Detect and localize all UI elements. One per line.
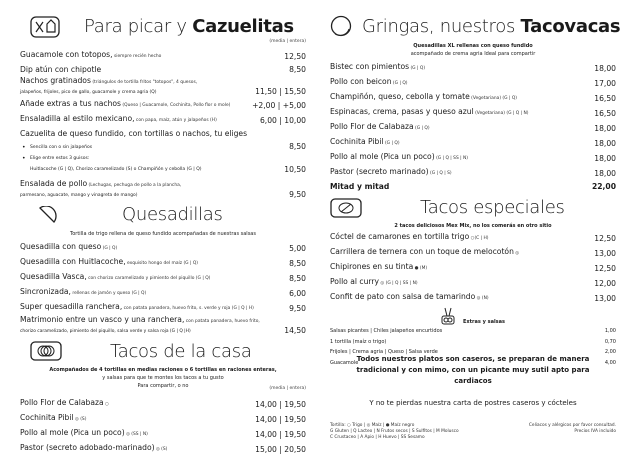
section-subtitle-2: y salsas para que te montes los tacos a tu gusto	[102, 375, 224, 381]
item-name: Chipirones en su tinta	[330, 262, 414, 271]
item-name: Quesadilla Vasca,	[20, 272, 87, 281]
item-name: Ensaladilla al estilo mexicano,	[20, 114, 135, 123]
item-description: con chorizo caramelizado y pimiento del piquillo (G | Q)	[86, 276, 211, 281]
menu-item	[330, 326, 616, 337]
menu-item	[330, 180, 616, 193]
item-name-block	[330, 165, 590, 180]
item-name: Pollo con beicon	[330, 77, 392, 86]
item-price: 8,50	[289, 142, 306, 151]
item-price: 10,50	[284, 165, 306, 174]
item-name-block	[330, 337, 601, 348]
menu-item	[20, 127, 306, 140]
item-name-block	[20, 127, 302, 140]
item-description: (Vegetariana) (G | Q | N)	[473, 111, 529, 116]
media-entera-label: (media | entera)	[269, 386, 306, 391]
item-description: (triángulos de tortilla fritos "totopos", 4 quesos,	[90, 80, 198, 85]
left-column	[20, 0, 306, 456]
item-description: (Vegetariana) (G | Q)	[469, 96, 517, 101]
item-price: 5,00	[289, 244, 306, 253]
bottom-notes	[326, 354, 620, 441]
item-description: (G | Q)	[101, 246, 118, 251]
option-label: Sencilla con o sin jalapeños	[30, 145, 93, 150]
item-name: Nachos gratinados	[20, 76, 91, 85]
menu-item	[330, 90, 616, 105]
section-header-gringas	[330, 14, 621, 42]
item-name-block	[20, 285, 285, 300]
item-name: Quesadilla con Huitlacoche,	[20, 257, 126, 266]
disclaimer	[529, 423, 616, 441]
item-price: +2,00 | +5,00	[252, 101, 306, 110]
item-description: (G | Q)	[413, 126, 430, 131]
extras-title: Extras y salsas	[463, 319, 505, 325]
allergen-legend	[330, 423, 459, 441]
menu-item	[330, 337, 616, 348]
menu-item	[330, 230, 616, 245]
item-description-line2: jalapeños, frijoles, pico de gallo, guacamole y crema agria (Q)	[20, 90, 157, 95]
item-name-block	[330, 120, 590, 135]
item-description: con papa, maíz, atún y jalapeños (H)	[134, 118, 217, 123]
item-price: 1,00	[604, 328, 616, 334]
nachos-icon	[30, 16, 60, 38]
item-description: ◎ (S)	[73, 417, 87, 422]
item-description: siempre recién hecho	[112, 54, 162, 59]
item-price: 6,00	[289, 289, 306, 298]
tacos-casa-list	[20, 396, 306, 456]
extras-header	[330, 307, 616, 325]
section-title: Tacos de la casa	[110, 341, 252, 362]
para-picar-list-2	[20, 179, 306, 200]
item-description: ○	[103, 402, 109, 407]
item-name-block	[20, 179, 285, 200]
item-name-block	[330, 326, 601, 337]
menu-item	[20, 48, 306, 63]
item-description: ○(C | H)	[469, 236, 489, 241]
item-price: 12,50	[594, 264, 616, 273]
item-description: ◎ (S)	[154, 447, 168, 452]
menu-item	[20, 285, 306, 300]
item-name: Carrillera de ternera con un toque de melocotón	[330, 247, 514, 256]
item-name-block	[20, 63, 285, 76]
option-text	[20, 142, 92, 153]
item-name: Pollo Flor de Calabaza	[330, 122, 414, 131]
item-name-block	[330, 90, 590, 105]
section-subtitle: Acompañados de 4 tortillas en medias raciones o 6 tortillas en raciones enteras,	[49, 367, 277, 373]
item-name-block	[330, 150, 590, 165]
item-name-block	[330, 245, 590, 260]
item-price: 8,50	[289, 274, 306, 283]
legend-line: C Crustaceo | A Apio | H Huevo | SS Sesamo	[330, 435, 425, 440]
menu-item	[20, 255, 306, 270]
item-price: 0,70	[604, 338, 616, 345]
item-name: Añade extras a tus nachos	[20, 99, 122, 108]
item-description: con patata panadera, huevo frito, s. verde y roja (G | Q | H)	[122, 306, 254, 311]
item-name: 1 tortilla (maíz o trigo)	[330, 338, 387, 345]
gringas-list	[330, 60, 616, 193]
tacos-especiales-icon	[330, 198, 362, 218]
item-price: 17,00	[594, 79, 616, 88]
gringa-icon	[330, 15, 352, 37]
section-title: Quesadillas	[122, 204, 223, 225]
item-name-block	[20, 426, 251, 441]
item-name-block	[330, 275, 590, 290]
menu-item	[330, 275, 616, 290]
item-name: Mitad y mitad	[330, 182, 390, 191]
bullet-option	[20, 153, 306, 175]
footer-legend	[326, 423, 620, 441]
item-name: Bistec con pimientos	[330, 62, 410, 71]
item-price: 18,00	[594, 169, 616, 178]
menu-item	[20, 240, 306, 255]
item-price: 9,50	[289, 190, 306, 199]
item-name: Pollo Flor de Calabaza	[20, 398, 104, 407]
item-name: Cochinita Pibil	[330, 137, 384, 146]
item-name: Guacamole con totopos,	[20, 50, 113, 59]
item-name: Sincronizada,	[20, 287, 71, 296]
title-bold-part: Cazuelitas	[192, 16, 294, 37]
item-description: ◎	[513, 251, 520, 256]
menu-item	[20, 396, 306, 411]
item-name: Matrimonio entre un vasco y una ranchera,	[20, 315, 185, 324]
item-description: (Queso | Guacamole, Cochinita, Pollo flor o mole)	[121, 103, 231, 108]
item-name-block	[20, 255, 285, 270]
right-column	[330, 0, 621, 368]
menu-item	[20, 63, 306, 76]
item-name-block	[330, 230, 590, 245]
item-name: Ensalada de pollo	[20, 179, 88, 188]
disclaimer-line: Precios IVA incluido	[574, 429, 616, 434]
section-subtitle: 2 tacos deliciosos Mex Mix, no los comerás en otro sitio	[394, 223, 552, 229]
section-header-quesadillas	[20, 200, 306, 230]
menu-item	[20, 411, 306, 426]
item-name-block	[20, 396, 251, 411]
item-price: 14,00 | 19,50	[255, 430, 306, 439]
item-name-block	[20, 315, 280, 336]
media-entera-label: (media | entera)	[269, 39, 306, 44]
menu-item	[330, 150, 616, 165]
menu-item	[20, 426, 306, 441]
item-name-block	[330, 105, 590, 120]
item-name: Salsas picantes | Chiles jalapeños encurtidos	[330, 328, 443, 334]
item-description: (G | Q)	[391, 81, 408, 86]
menu-item	[20, 97, 306, 112]
item-description: ● (M)	[413, 266, 428, 271]
desserts-note: Y no te pierdas nuestra carta de postres caseros y cócteles	[369, 399, 577, 407]
option-label: Elige entre estos 3 guisos:	[30, 156, 90, 161]
section-header-tacos-casa	[20, 338, 306, 366]
item-description: (G | Q | SS | N)	[434, 156, 469, 161]
item-price: 8,50	[289, 65, 306, 74]
item-name-block	[20, 97, 248, 112]
item-price: 18,00	[594, 124, 616, 133]
item-description: ◎ (SS | N)	[124, 432, 148, 437]
item-price: 14,50	[284, 326, 306, 335]
homemade-note: Todos nuestros platos son caseros, se preparan de manera tradicional y con mimo, con un picante muy sutil apto para cardiacos	[356, 355, 590, 385]
section-subtitle: Quesadillas XL rellenas con queso fundido	[413, 43, 533, 49]
item-price: 12,50	[284, 52, 306, 61]
item-name-block	[20, 48, 280, 63]
item-name-block	[330, 135, 590, 150]
item-name-block	[20, 411, 251, 426]
menu-item	[330, 245, 616, 260]
section-subtitle-2: acompañado de crema agria Ideal para compartir	[410, 51, 536, 57]
item-name-block	[20, 112, 256, 127]
menu-item	[330, 290, 616, 305]
disclaimer-line: Celiacos y alérgicos por favor consultad.	[528, 423, 616, 428]
item-price: 16,50	[594, 109, 616, 118]
section-header-tacos-especiales	[330, 196, 616, 222]
item-name: Pastor (secreto adobado-marinado)	[20, 443, 155, 452]
title-bold-part: Tacovacas	[520, 16, 621, 37]
menu-item	[20, 112, 306, 127]
section-title: Tacos especiales	[420, 197, 565, 218]
menu-item	[330, 105, 616, 120]
item-price: 11,50 | 15,50	[255, 87, 306, 96]
item-name-block	[330, 75, 590, 90]
item-name: Pollo al curry	[330, 277, 380, 286]
subtitle-row	[20, 382, 306, 390]
item-name: Cazuelita de queso fundido, con tortillas o nachos, tu eliges	[20, 129, 248, 138]
item-description: (Lechugas, pechuga de pollo a la plancha,	[87, 183, 182, 188]
item-price: 18,00	[594, 64, 616, 73]
item-name: Pollo al mole (Pica un poco)	[20, 428, 125, 437]
tacos-icon	[30, 341, 62, 361]
section-subtitle: Tortilla de trigo rellena de queso fundido acompañadas de nuestras salsas	[70, 231, 256, 237]
item-name-block	[330, 180, 588, 193]
menu-item	[20, 441, 306, 456]
item-price: 22,00	[591, 182, 616, 191]
item-name: Pastor (secreto marinado)	[330, 167, 429, 176]
item-price: 9,50	[289, 304, 306, 313]
menu-item	[330, 260, 616, 275]
legend-line: G Gluten | Q Lacteo | N Frutos secos | S Sulfitos | M Molusco	[330, 429, 459, 434]
cazuelita-options	[20, 140, 306, 175]
item-name: Dip atún con chipotle	[20, 65, 102, 74]
item-name: Super quesadilla ranchera,	[20, 302, 123, 311]
item-name-block	[20, 270, 285, 285]
item-name: Quesadilla con queso	[20, 242, 102, 251]
title-part: Para picar y	[84, 16, 193, 37]
legend-line: Tortilla: ○ Trigo | ◎ Maíz | ● Maíz negro	[330, 423, 415, 428]
item-description: con patata panadera, huevo frito,	[184, 319, 260, 324]
item-description-line2: chorizo caramelizado, pimiento del piquillo, salsa verde y salsa roja (G | Q |H)	[20, 329, 191, 334]
section-title	[84, 16, 294, 37]
section-title	[362, 16, 620, 37]
menu-item	[20, 179, 306, 200]
item-price: 18,00	[594, 139, 616, 148]
item-price: 13,00	[594, 294, 616, 303]
item-name-block	[330, 290, 590, 305]
item-name: Cochinita Pibil	[20, 413, 74, 422]
item-description-line2: parmesano, aguacate, mango y vinagreta de mango)	[20, 193, 138, 198]
item-price: 14,00 | 19,50	[255, 400, 306, 409]
item-name-block	[20, 300, 285, 315]
section-subtitle-3: Para compartir, o no	[137, 383, 189, 389]
item-description: (G | Q | S)	[428, 171, 452, 176]
item-price: 2,00	[604, 349, 616, 355]
menu-item	[20, 270, 306, 285]
menu-item	[20, 76, 306, 97]
menu-item	[330, 165, 616, 180]
item-name-block	[20, 240, 285, 255]
tacos-especiales-list	[330, 230, 616, 305]
menu-item	[20, 300, 306, 315]
item-price: 12,00	[594, 279, 616, 288]
item-description: rellenas de jamón y queso (G | Q)	[70, 291, 147, 296]
item-price: 6,00 | 10,00	[259, 116, 306, 125]
item-description: ◎ (N)	[475, 296, 489, 301]
quesadillas-list	[20, 240, 306, 336]
section-header-para-picar	[20, 14, 306, 48]
item-name: Confit de pato con salsa de tamarindo	[330, 292, 476, 301]
item-description: exquisito hongo del maíz (G | Q)	[125, 261, 198, 266]
item-name: Pollo al mole (Pica un poco)	[330, 152, 435, 161]
item-description: (G | Q)	[409, 66, 426, 71]
quesadilla-icon	[38, 206, 58, 224]
bullet-option	[20, 140, 306, 153]
menu-item	[330, 75, 616, 90]
item-price: 8,50	[289, 259, 306, 268]
item-name-block	[20, 76, 251, 97]
item-price: 15,00 | 20,50	[255, 445, 306, 454]
option-line2: Huitlacoche (G | Q), Chorizo caramelizado (S) o Champiñón y cebolla (G | Q)	[30, 167, 202, 172]
item-name: Champiñón, queso, cebolla y tomate	[330, 92, 470, 101]
option-text	[20, 153, 202, 175]
item-description: (G | Q)	[383, 141, 400, 146]
menu-item	[330, 60, 616, 75]
title-part: Gringas, nuestros	[362, 16, 521, 37]
salsa-icon	[441, 307, 455, 325]
item-name-block	[330, 60, 590, 75]
item-name-block	[20, 441, 251, 456]
item-price: 4,00	[604, 359, 616, 366]
item-price: 14,00 | 19,50	[255, 415, 306, 424]
item-price: 13,00	[594, 249, 616, 258]
item-name: Frijoles | Crema agria | Queso | Salsa verde	[330, 349, 438, 355]
item-name: Espinacas, crema, pasas y queso azul	[330, 107, 474, 116]
item-description: ◎ (G | Q | SS | N)	[379, 281, 418, 286]
menu-item	[330, 135, 616, 150]
item-price: 12,50	[594, 234, 616, 243]
item-name-block	[330, 260, 590, 275]
menu-item	[20, 315, 306, 336]
item-name: Guacamole	[330, 359, 359, 366]
item-price: 16,50	[594, 94, 616, 103]
item-price: 18,00	[594, 154, 616, 163]
menu-item	[330, 120, 616, 135]
item-name: Cóctel de camarones en tortilla trigo	[330, 232, 470, 241]
para-picar-list	[20, 48, 306, 140]
